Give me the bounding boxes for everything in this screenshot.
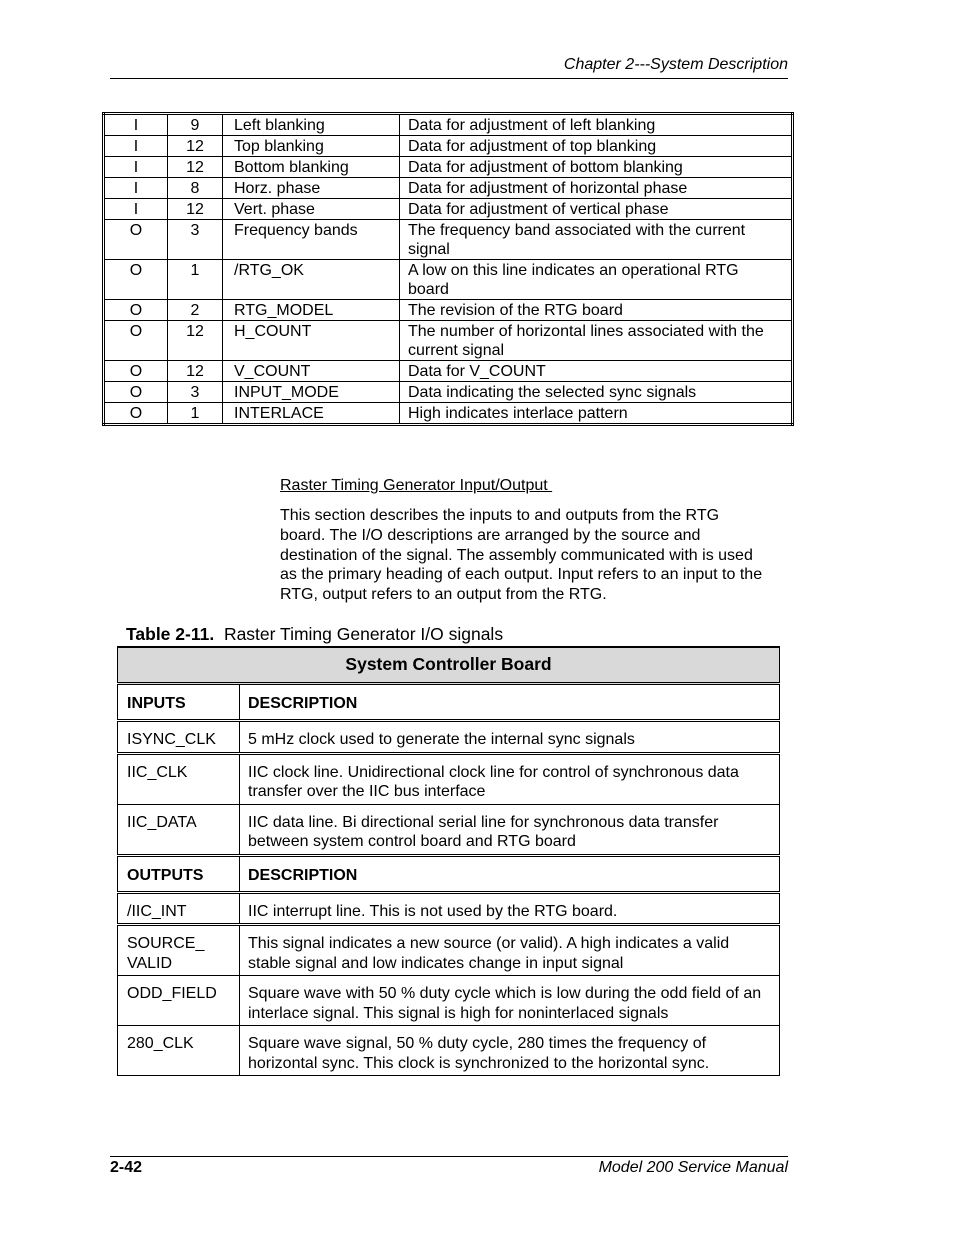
inputs-heading: INPUTS: [118, 684, 240, 721]
description-cell: Data for adjustment of vertical phase: [400, 199, 793, 220]
description-cell: 5 mHz clock used to generate the internal sync signals: [240, 721, 780, 754]
description-cell: Data for adjustment of top blanking: [400, 136, 793, 157]
description-cell: The revision of the RTG board: [400, 300, 793, 321]
io-cell: I: [104, 178, 168, 199]
signal-name-cell: ISYNC_CLK: [118, 721, 240, 754]
outputs-header-row: [118, 855, 780, 892]
table-row: [104, 178, 793, 199]
io-cell: O: [104, 300, 168, 321]
description-cell: IIC interrupt line. This is not used by the RTG board.: [240, 892, 780, 925]
outputs-heading: OUTPUTS: [118, 855, 240, 892]
bits-cell: 12: [168, 157, 223, 178]
io-cell: I: [104, 157, 168, 178]
table-row: [118, 804, 780, 855]
io-cell: O: [104, 260, 168, 300]
description-cell: High indicates interlace pattern: [400, 403, 793, 425]
description-cell: Data for adjustment of horizontal phase: [400, 178, 793, 199]
signal-name-cell: Left blanking: [223, 114, 400, 136]
bits-cell: 1: [168, 260, 223, 300]
table-row: [118, 892, 780, 925]
io-signals-table: [117, 646, 780, 1076]
io-cell: O: [104, 361, 168, 382]
signal-name-cell: INTERLACE: [223, 403, 400, 425]
bits-cell: 2: [168, 300, 223, 321]
signal-name-cell: Top blanking: [223, 136, 400, 157]
description-cell: IIC clock line. Unidirectional clock line for control of synchronous data transfer over the IIC bus interface: [240, 753, 780, 804]
bits-cell: 3: [168, 220, 223, 260]
signal-name-cell: Bottom blanking: [223, 157, 400, 178]
table-row: [104, 114, 793, 136]
signal-name-cell: Frequency bands: [223, 220, 400, 260]
board-header-row: [118, 647, 780, 684]
table-row: [104, 300, 793, 321]
description-cell: Data for adjustment of bottom blanking: [400, 157, 793, 178]
table-row: [104, 260, 793, 300]
io-cell: I: [104, 114, 168, 136]
bits-cell: 12: [168, 321, 223, 361]
page-header: [110, 56, 788, 79]
table-row: [104, 382, 793, 403]
page-number: 2-42: [110, 1159, 143, 1176]
signal-name-cell: 280_CLK: [118, 1026, 240, 1076]
signal-name-cell: Vert. phase: [223, 199, 400, 220]
bits-cell: 8: [168, 178, 223, 199]
bits-cell: 12: [168, 361, 223, 382]
inputs-description-heading: DESCRIPTION: [240, 684, 780, 721]
signal-table: [102, 112, 794, 426]
manual-title: Model 200 Service Manual: [598, 1159, 788, 1176]
description-cell: This signal indicates a new source (or valid). A high indicates a valid stable signal and low indicates change in input signal: [240, 925, 780, 976]
description-cell: Data for V_COUNT: [400, 361, 793, 382]
io-cell: O: [104, 382, 168, 403]
table-row: [118, 925, 780, 976]
page-footer: [110, 1156, 788, 1179]
signal-name-cell: ODD_FIELD: [118, 976, 240, 1026]
inputs-header-row: [118, 684, 780, 721]
board-title: System Controller Board: [118, 647, 780, 684]
description-cell: A low on this line indicates an operational RTG board: [400, 260, 793, 300]
description-cell: IIC data line. Bi directional serial line for synchronous data transfer between system control board and RTG board: [240, 804, 780, 855]
signal-name-cell: RTG_MODEL: [223, 300, 400, 321]
bits-cell: 3: [168, 382, 223, 403]
section-title: Raster Timing Generator Input/Output: [280, 477, 553, 494]
table-row: [118, 976, 780, 1026]
signal-name-cell: IIC_CLK: [118, 753, 240, 804]
table-row: [104, 220, 793, 260]
table-row: [118, 1026, 780, 1076]
description-cell: The number of horizontal lines associated with the current signal: [400, 321, 793, 361]
table-caption-label: Table 2-11.: [126, 624, 215, 644]
description-cell: Square wave with 50 % duty cycle which is low during the odd field of an interlace signal. This signal is high for noninterlaced signals: [240, 976, 780, 1026]
signal-name-cell: V_COUNT: [223, 361, 400, 382]
io-cell: O: [104, 403, 168, 425]
section-body: This section describes the inputs to and outputs from the RTG board. The I/O descriptions are arranged by the source and destination of the signal. The assembly communicated with is used as the primary heading of each output. Input refers to an input to the RTG, output refers to an output from the RTG.: [280, 507, 763, 604]
signal-name-cell: IIC_DATA: [118, 804, 240, 855]
chapter-title: Chapter 2---System Description: [563, 56, 788, 73]
table-caption: [126, 624, 503, 645]
signal-name-cell: H_COUNT: [223, 321, 400, 361]
io-cell: O: [104, 220, 168, 260]
table-row: [104, 321, 793, 361]
table-row: [104, 199, 793, 220]
io-cell: I: [104, 199, 168, 220]
signal-name-cell: INPUT_MODE: [223, 382, 400, 403]
description-cell: The frequency band associated with the current signal: [400, 220, 793, 260]
table-row: [104, 361, 793, 382]
signal-name-cell: /RTG_OK: [223, 260, 400, 300]
description-cell: Data for adjustment of left blanking: [400, 114, 793, 136]
signal-name-cell: SOURCE_ VALID: [118, 925, 240, 976]
table-row: [118, 721, 780, 754]
io-cell: O: [104, 321, 168, 361]
description-cell: Square wave signal, 50 % duty cycle, 280 times the frequency of horizontal sync. This clock is synchronized to the horizontal sync.: [240, 1026, 780, 1076]
table-row: [104, 136, 793, 157]
outputs-description-heading: DESCRIPTION: [240, 855, 780, 892]
bits-cell: 12: [168, 199, 223, 220]
description-cell: Data indicating the selected sync signals: [400, 382, 793, 403]
table-row: [118, 753, 780, 804]
table-caption-text: Raster Timing Generator I/O signals: [223, 624, 504, 644]
signal-name-cell: /IIC_INT: [118, 892, 240, 925]
bits-cell: 12: [168, 136, 223, 157]
io-cell: I: [104, 136, 168, 157]
bits-cell: 1: [168, 403, 223, 425]
table-row: [104, 403, 793, 425]
signal-name-cell: Horz. phase: [223, 178, 400, 199]
bits-cell: 9: [168, 114, 223, 136]
table-row: [104, 157, 793, 178]
